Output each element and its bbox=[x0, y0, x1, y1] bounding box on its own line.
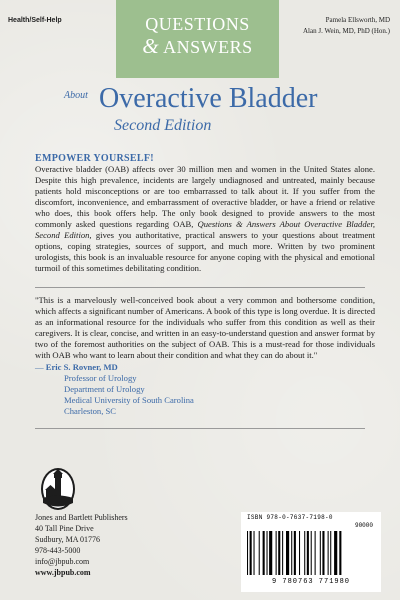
series-line-2-text: ANSWERS bbox=[163, 37, 253, 57]
isbn-text: ISBN 978-0-7637-7198-0 bbox=[247, 514, 333, 521]
attribution-dash: — bbox=[35, 362, 44, 372]
endorsement-quote: "This is a marvelously well-conceived book about a very common and bothersome condition, which affects a significant number of Americans. A book of this type is long overdue. It is directed as an informational resource for the individuals who suffer from this condition as well as their caregivers. It is clear, concise, and written in an easy-to-understand question and answer format by two of the foremost authorities on the subject of OAB. This is a must-read for those individuals with OAB who want to learn about their condition and what they can do about it." bbox=[35, 295, 375, 360]
publisher-city: Sudbury, MA 01776 bbox=[35, 535, 101, 544]
description-text-2: gives you authoritative, practical answers to your questions about treatment options, coping strategies, sources of support, and much more. Written by two prominent urologists, this book is an invaluable resource for anyone coping with the physical and emotional turmoil of this sometimes debilitating condition. bbox=[35, 230, 375, 273]
publisher-phone: 978-443-5000 bbox=[35, 546, 81, 555]
endorser-title: Professor of Urology bbox=[64, 373, 137, 383]
price-code: 90000 bbox=[354, 522, 373, 529]
category-label: Health/Self-Help bbox=[8, 17, 62, 24]
lighthouse-logo-icon bbox=[40, 465, 76, 511]
divider-bottom bbox=[35, 428, 365, 429]
description-text-1: Overactive bladder (OAB) affects over 30 million men and women in the United States alone. Despite this high prevalence, incidents are largely undiagnosed and untreated, mainly because patients hold misconceptions or are too embarrassed to talk about it. If you suffer from the discomfort, inconvenience, and embarrassment of overactive bladder, or have a friend or relative who does, this book offers help. The only book designed to provide answers to the most commonly asked questions regarding OAB, bbox=[35, 164, 375, 229]
divider-top bbox=[35, 287, 365, 288]
author-name: Pamela Ellsworth, MD bbox=[325, 16, 390, 24]
publisher-name: Jones and Bartlett Publishers bbox=[35, 513, 128, 522]
endorser-location: Charleston, SC bbox=[64, 406, 117, 416]
series-logo bbox=[116, 0, 279, 78]
endorser-department: Department of Urology bbox=[64, 384, 145, 394]
endorsement-attribution bbox=[35, 362, 194, 417]
author-list bbox=[303, 15, 390, 37]
description-book-title: Questions & Answers About Overactive Bladder, Second Edition, bbox=[35, 219, 375, 240]
series-line-2 bbox=[116, 34, 279, 59]
barcode-panel bbox=[241, 512, 381, 592]
publisher-email: info@jbpub.com bbox=[35, 557, 90, 566]
publisher-info bbox=[35, 512, 128, 578]
series-ampersand: & bbox=[142, 34, 160, 58]
title-about: About bbox=[64, 90, 88, 101]
ean-digits: 9 780763 771980 bbox=[271, 578, 350, 586]
publisher-street: 40 Tall Pine Drive bbox=[35, 524, 94, 533]
series-line-1: QUESTIONS bbox=[145, 14, 250, 34]
edition-label: Second Edition bbox=[114, 117, 212, 134]
barcode-icon bbox=[247, 531, 375, 575]
book-title: Overactive Bladder bbox=[99, 83, 318, 114]
endorser-institution: Medical University of South Carolina bbox=[64, 395, 194, 405]
publisher-website: www.jbpub.com bbox=[35, 568, 91, 577]
endorser-name: Eric S. Rovner, MD bbox=[45, 362, 118, 372]
section-heading: EMPOWER YOURSELF! bbox=[35, 153, 154, 164]
author-name: Alan J. Wein, MD, PhD (Hon.) bbox=[303, 27, 390, 35]
description-paragraph bbox=[35, 164, 375, 274]
